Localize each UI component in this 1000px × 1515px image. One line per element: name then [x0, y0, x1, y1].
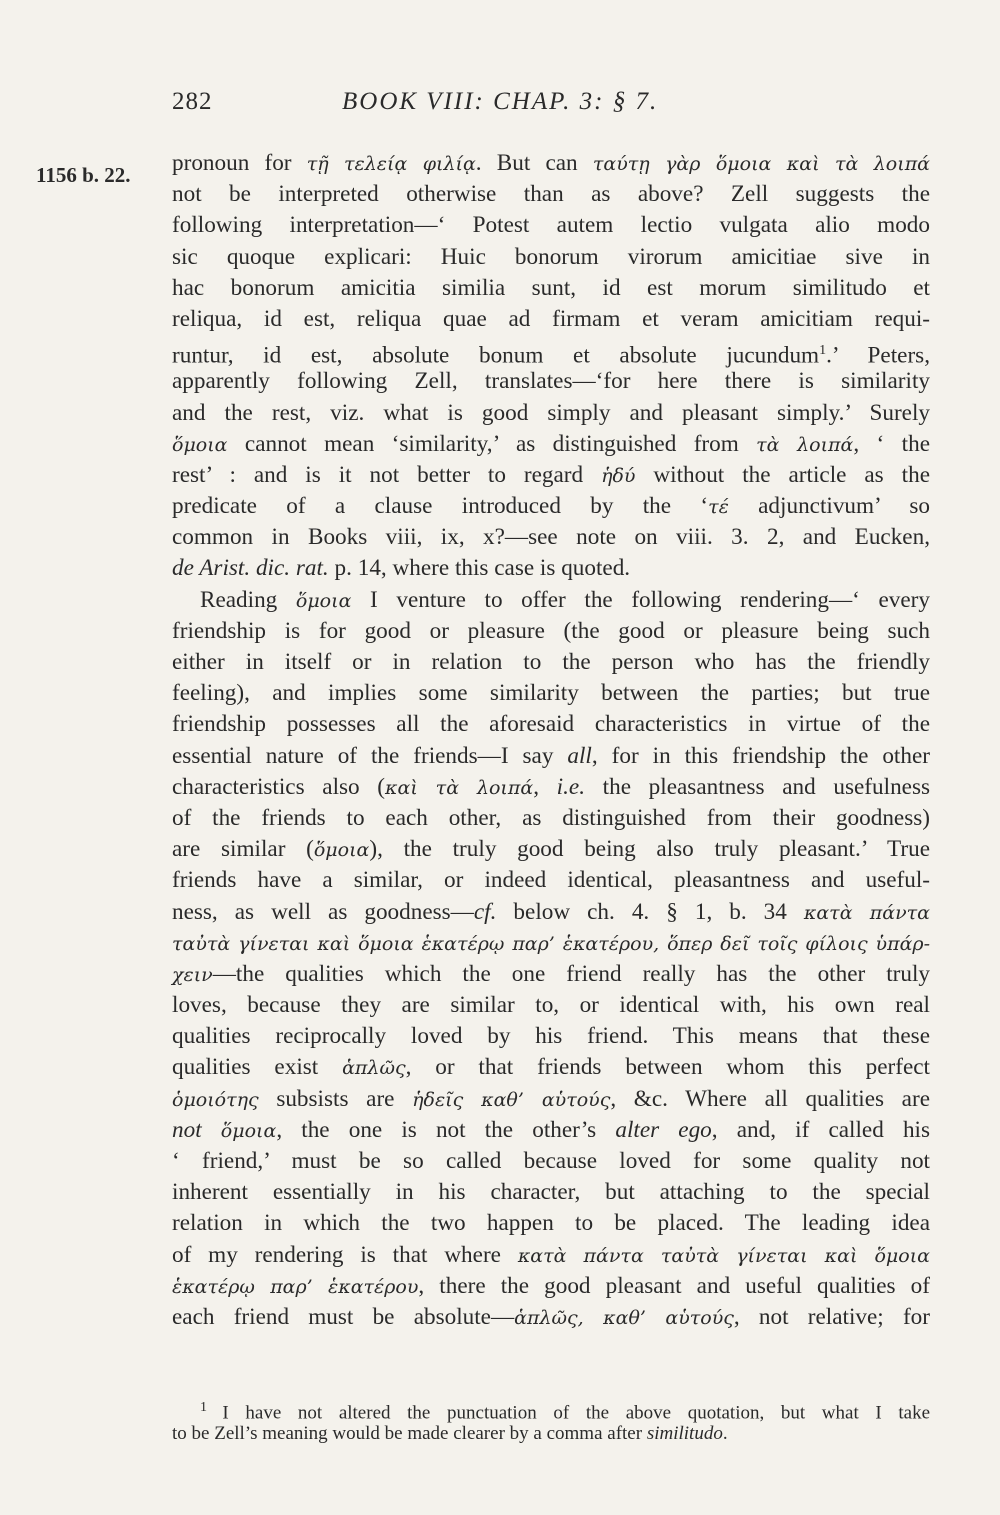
text-line: [172, 460, 930, 491]
greek-text: ἁπλῶς, καθ’ αὑτούς: [514, 1306, 734, 1329]
text-line: [172, 1302, 930, 1333]
text-run: , not relative; for: [733, 1303, 930, 1330]
greek-text: ἁπλῶς: [342, 1057, 406, 1080]
text-run: friendship is for good or pleasure (the good or pleasure being such: [172, 617, 930, 644]
greek-text: τὰ λοιπά: [756, 433, 854, 456]
text-line: [172, 1177, 930, 1208]
greek-text: ὅμοια: [172, 433, 228, 456]
text-run: friendship possesses all the aforesaid characteristics in virtue of the: [172, 711, 930, 738]
greek-text: ἡδεῖς καθ’ αὑτούς: [412, 1088, 611, 1111]
text-run: inherent essentially in his character, but attaching to the special: [172, 1179, 930, 1206]
footnote-line: [172, 1421, 930, 1447]
text-line: [172, 1052, 930, 1083]
text-line: [172, 928, 930, 959]
greek-text: τέ: [708, 496, 729, 519]
text-run: ness, as well as goodness—: [172, 898, 474, 925]
text-run: , &c. Where all qualities are: [610, 1085, 930, 1112]
text-line: [172, 179, 930, 210]
text-run: —the qualities which the one friend really has the other truly: [212, 960, 930, 987]
text-line: [172, 647, 930, 678]
text-run: below ch. 4. § 1, b. 34: [496, 898, 804, 925]
text-line: [172, 366, 930, 397]
greek-text: ὅμοια: [220, 1119, 277, 1142]
text-line: [172, 398, 930, 429]
greek-text: ταὐτὰ γίνεται καὶ ὅμοια ἑκατέρῳ παρ’ ἑκατέρου, ὅπερ δεῖ τοῖς φίλοις ὑπάρ-: [172, 932, 930, 955]
text-line: [172, 242, 930, 273]
text-line: [172, 1146, 930, 1177]
greek-text: ὅμοια: [313, 839, 370, 862]
text-run: sic quoque explicari: Huic bonorum virorum amicitiae sive in: [172, 243, 930, 270]
text-line: [172, 1271, 930, 1302]
text-line: [172, 335, 931, 369]
text-run: each friend must be absolute—: [172, 1303, 515, 1330]
text-run: essential nature of the friends—I say: [172, 742, 568, 769]
greek-text: ἡδύ: [601, 464, 636, 487]
text-line: [172, 304, 930, 335]
italic-text: alter ego: [615, 1116, 712, 1143]
text-line: [172, 1115, 930, 1146]
text-run: characteristics also (: [172, 773, 386, 800]
text-run: .: [722, 1423, 728, 1444]
greek-text: τῇ τελείᾳ φιλίᾳ: [306, 153, 476, 175]
text-line: [172, 1084, 930, 1115]
text-line: [172, 709, 930, 740]
greek-text: κατὰ πάντα ταὐτὰ γίνεται καὶ ὅμοια: [517, 1244, 930, 1267]
text-run: , and, if called his: [711, 1116, 931, 1143]
footnote: [172, 1395, 930, 1447]
text-line: [172, 616, 930, 647]
text-line: [172, 678, 930, 709]
text-run: p. 14, where this case is quoted.: [328, 555, 631, 582]
text-run: ), the truly good being also truly pleasant.’ True: [369, 836, 930, 863]
footnote-marker: 1: [200, 1400, 223, 1415]
text-line: [172, 834, 930, 865]
text-run: relation in which the two happen to be placed. The leading idea: [172, 1210, 930, 1237]
text-run: following interpretation—‘ Potest autem lectio vulgata alio modo: [172, 212, 930, 239]
text-run: cannot mean ‘similarity,’ as distinguished from: [227, 430, 757, 457]
italic-text: i.e.: [556, 773, 585, 800]
text-line: [172, 585, 930, 616]
text-line: [172, 1021, 930, 1052]
page-header: [172, 88, 932, 128]
text-line: [172, 865, 930, 896]
text-run: .’ Peters,: [826, 342, 931, 369]
text-line: [172, 772, 930, 803]
text-run: . But can: [475, 150, 593, 176]
text-run: [202, 1117, 221, 1143]
commentary-text: [172, 148, 930, 1333]
text-run: apparently following Zell, translates—‘for here there is similarity: [172, 368, 930, 395]
text-run: adjunctivum’ so: [728, 493, 930, 520]
greek-text: ἑκατέρῳ παρ’ ἑκατέρου: [172, 1275, 419, 1298]
italic-text: not: [172, 1116, 202, 1143]
italic-text: all: [567, 742, 592, 769]
text-line: [172, 553, 930, 584]
text-run: , ‘ the: [853, 430, 930, 457]
text-run: rest’ : and is it not better to regard: [172, 461, 602, 488]
footnote-ref: 1: [819, 343, 827, 359]
text-run: , there the good pleasant and useful qualities of: [418, 1272, 930, 1299]
greek-text: ὁμοιότης: [172, 1088, 259, 1111]
text-run: runtur, id est, absolute bonum et absolute jucundum: [172, 342, 820, 369]
text-line: [172, 148, 930, 179]
marginal-reference: 1156 b. 22.: [36, 163, 131, 187]
text-line: [172, 522, 930, 553]
text-run: either in itself or in relation to the person who has the friendly: [172, 649, 930, 675]
text-line: [172, 741, 930, 772]
text-run: pronoun for: [172, 150, 307, 176]
text-line: [172, 897, 930, 928]
text-run: are similar (: [172, 836, 314, 863]
text-run: ,: [533, 773, 557, 800]
greek-text: κατὰ πάντα: [803, 901, 930, 924]
text-line: [172, 1208, 930, 1239]
text-line: [172, 273, 930, 304]
text-run: subsists are: [258, 1085, 413, 1112]
text-run: , the one is not the other’s: [276, 1116, 616, 1143]
text-line: [172, 210, 930, 241]
text-run: ‘ friend,’ must be so called because loved for some quality not: [172, 1148, 930, 1174]
text-run: the pleasantness and usefulness: [585, 773, 930, 800]
text-run: I have not altered the punctuation of the above quotation, but what I take: [222, 1402, 931, 1424]
text-line: [172, 1240, 930, 1271]
text-run: reliqua, id est, reliqua quae ad firmam et veram amicitiam requi-: [172, 305, 930, 332]
italic-text: de Arist. dic. rat.: [172, 555, 329, 582]
italic-text: cf.: [473, 898, 497, 925]
text-run: qualities exist: [172, 1054, 343, 1081]
text-line: [172, 990, 930, 1021]
text-line: [172, 803, 930, 834]
text-run: loves, because they are similar to, or identical with, his own real: [172, 992, 930, 1019]
text-run: I venture to offer the following rendering—‘ every: [351, 586, 930, 613]
greek-text: καὶ τὰ λοιπά: [385, 776, 534, 799]
text-run: of the friends to each other, as distinguished from their goodness): [172, 804, 930, 831]
text-run: , for in this friendship the other: [591, 742, 930, 769]
text-run: qualities reciprocally loved by his friend. This means that these: [172, 1023, 930, 1050]
text-run: of my rendering is that where: [172, 1241, 518, 1268]
greek-text: χειν: [172, 963, 213, 986]
text-run: common in Books viii, ix, x?—see note on viii. 3. 2, and Eucken,: [172, 524, 930, 551]
italic-text: similitudo: [646, 1423, 723, 1444]
text-run: Reading: [200, 586, 296, 613]
text-run: not be interpreted otherwise than as above? Zell suggests the: [172, 181, 930, 208]
text-run: , or that friends between whom this perfect: [405, 1054, 930, 1081]
text-run: and the rest, viz. what is good simply and pleasant simply.’ Surely: [172, 399, 930, 426]
text-run: friends have a similar, or indeed identical, pleasantness and useful-: [172, 867, 930, 894]
text-run: predicate of a clause introduced by the ‘: [172, 493, 709, 520]
text-run: hac bonorum amicitia similia sunt, id est morum similitudo et: [172, 274, 930, 301]
text-line: [172, 491, 930, 522]
footnote-line: [172, 1395, 931, 1424]
text-line: [172, 959, 930, 990]
text-run: feeling), and implies some similarity between the parties; but true: [172, 680, 930, 707]
page-number: 282: [172, 88, 213, 115]
text-line: [172, 429, 930, 460]
greek-text: ὅμοια: [295, 589, 352, 612]
running-title: BOOK VIII: CHAP. 3: § 7.: [342, 88, 659, 115]
text-run: to be Zell’s meaning would be made clearer by a comma after: [172, 1423, 647, 1444]
text-run: without the article as the: [635, 461, 930, 488]
greek-text: ταύτῃ γὰρ ὅμοια καὶ τὰ λοιπά: [592, 153, 931, 175]
